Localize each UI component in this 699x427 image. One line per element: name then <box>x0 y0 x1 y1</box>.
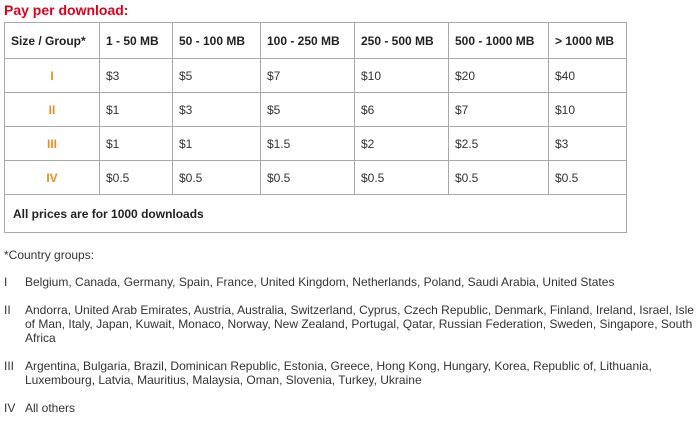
country-group-list: Argentina, Bulgaria, Brazil, Dominican Republic, Estonia, Greece, Hong Kong, Hungary, Korea, Republic of, Lithuania, Luxembourg, Latvia, Mauritius, Malaysia, Oman, Slovenia, Turkey, Ukraine <box>25 359 652 387</box>
price-cell: $2.5 <box>449 127 549 161</box>
price-cell: $40 <box>549 59 627 93</box>
column-header: 50 - 100 MB <box>173 23 261 59</box>
price-table <box>4 22 627 233</box>
price-cell: $1 <box>100 93 173 127</box>
column-header: 100 - 250 MB <box>261 23 355 59</box>
table-row <box>5 93 627 127</box>
group-label: III <box>5 127 100 161</box>
price-cell: $10 <box>549 93 627 127</box>
country-group-number: IV <box>4 401 16 415</box>
price-cell: $1 <box>173 127 261 161</box>
price-cell: $7 <box>261 59 355 93</box>
table-header-row <box>5 23 627 59</box>
price-cell: $5 <box>173 59 261 93</box>
price-cell: $0.5 <box>449 161 549 195</box>
price-cell: $1.5 <box>261 127 355 161</box>
price-cell: $2 <box>355 127 449 161</box>
country-group-list: All others <box>25 401 76 415</box>
page-title: Pay per download: <box>4 2 129 18</box>
group-label: IV <box>5 161 100 195</box>
country-groups-title: *Country groups: <box>4 248 95 262</box>
column-header: Size / Group* <box>5 23 100 59</box>
table-row <box>5 127 627 161</box>
price-cell: $10 <box>355 59 449 93</box>
price-cell: $0.5 <box>100 161 173 195</box>
price-cell: $0.5 <box>173 161 261 195</box>
table-row <box>5 59 627 93</box>
price-cell: $0.5 <box>355 161 449 195</box>
price-cell: $5 <box>261 93 355 127</box>
price-cell: $20 <box>449 59 549 93</box>
table-row <box>5 161 627 195</box>
price-cell: $3 <box>100 59 173 93</box>
price-cell: $7 <box>449 93 549 127</box>
price-note: All prices are for 1000 downloads <box>5 195 627 233</box>
column-header: 1 - 50 MB <box>100 23 173 59</box>
column-header: 500 - 1000 MB <box>449 23 549 59</box>
country-group-number: I <box>4 275 8 289</box>
group-label: II <box>5 93 100 127</box>
column-header: > 1000 MB <box>549 23 627 59</box>
country-group-number: III <box>4 359 15 373</box>
country-group-list: Andorra, United Arab Emirates, Austria, Australia, Switzerland, Cyprus, Czech Republic, Denmark, Finland, Ireland, Israel, Isle of Man, Italy, Japan, Kuwait, Monaco, Norway, New Zealand, Portugal, Qatar, Russian Federation, Sweden, Singapore, South Africa <box>25 303 694 345</box>
column-header: 250 - 500 MB <box>355 23 449 59</box>
price-cell: $3 <box>173 93 261 127</box>
price-cell: $0.5 <box>261 161 355 195</box>
group-label: I <box>5 59 100 93</box>
price-cell: $3 <box>549 127 627 161</box>
price-cell: $6 <box>355 93 449 127</box>
country-group-list: Belgium, Canada, Germany, Spain, France, United Kingdom, Netherlands, Poland, Saudi Arabia, United States <box>25 275 615 289</box>
price-cell: $1 <box>100 127 173 161</box>
price-cell: $0.5 <box>549 161 627 195</box>
table-note-row <box>5 195 627 233</box>
country-group-number: II <box>4 303 11 317</box>
